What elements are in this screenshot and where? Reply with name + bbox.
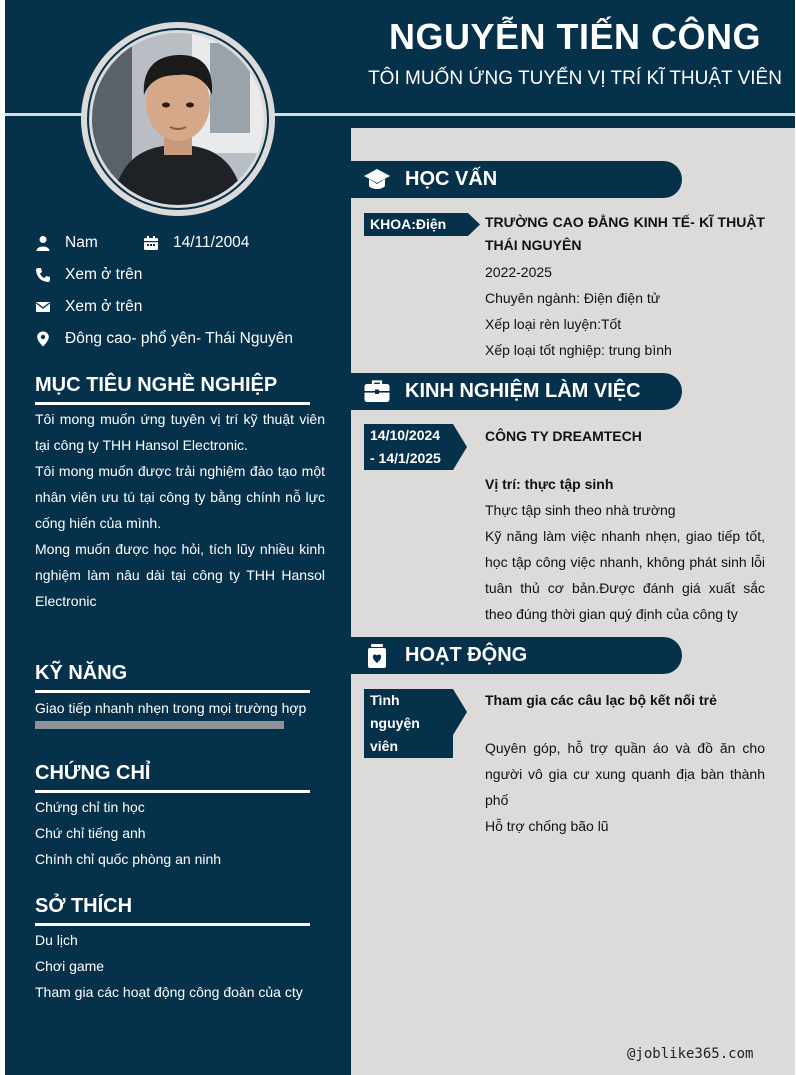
company-name: CÔNG TY DREAMTECH — [485, 428, 642, 444]
activities-tag-line: Tình nguyện — [370, 692, 420, 731]
tag-arrow — [453, 689, 467, 735]
avatar — [92, 33, 264, 205]
objective-line: Tôi mong muốn ứng tuyên vị trí kỹ thuật viên tại công ty THH Hansol Electronic. — [35, 411, 325, 453]
activity-heading: Tham gia các câu lạc bộ kết nối trẻ — [485, 692, 717, 708]
avatar-frame — [81, 22, 275, 216]
activity-desc: Hỗ trợ chống bão lũ — [485, 818, 609, 834]
certificates-list — [35, 794, 325, 872]
activities-details — [485, 687, 765, 839]
experience-header — [351, 373, 682, 410]
tag-arrow — [453, 424, 467, 470]
birthdate-value: 14/11/2004 — [173, 234, 250, 251]
education-title: HỌC VẤN — [405, 168, 498, 190]
gender-value: Nam — [65, 234, 98, 251]
skill-level-bar — [35, 721, 284, 729]
certificate-item: Chính chỉ quốc phòng an ninh — [35, 851, 222, 867]
phone-value: Xem ở trên — [65, 266, 143, 283]
email-row — [35, 298, 142, 316]
skills-divider — [35, 690, 310, 693]
hobby-item: Du lịch — [35, 932, 78, 948]
address-value: Đông cao- phổ yên- Thái Nguyên — [65, 330, 294, 347]
hobbies-divider — [35, 923, 310, 926]
education-tag-text: KHOA:Điện — [370, 216, 447, 232]
calendar-icon — [143, 235, 159, 251]
activity-desc: Quyên góp, hỗ trợ quần áo và đồ ăn cho người vô gia cư xung quanh địa bàn thành phố — [485, 740, 765, 808]
certificate-item: Chứ chỉ tiếng anh — [35, 825, 146, 841]
candidate-name: NGUYỄN TIẾN CÔNG — [388, 16, 762, 57]
address-row — [35, 330, 293, 348]
skills-title: KỸ NĂNG — [35, 662, 128, 684]
hobbies-title: SỞ THÍCH — [35, 895, 133, 917]
phone-row — [35, 266, 142, 284]
badge-heart-icon — [363, 643, 391, 669]
envelope-icon — [35, 299, 51, 315]
activities-tag — [364, 689, 453, 758]
education-major: Chuyên ngành: Điện điện tử — [485, 290, 661, 306]
left-column — [5, 128, 351, 1075]
briefcase-icon — [363, 379, 391, 405]
job-headline: TÔI MUỐN ỨNG TUYỂN VỊ TRÍ KĨ THUẬT VIÊN — [368, 68, 782, 89]
avatar-photo — [92, 33, 264, 205]
cv-page — [5, 0, 795, 1075]
skill-name: Giao tiếp nhanh nhẹn trong mọi trường hợp — [35, 700, 307, 716]
activities-header — [351, 637, 682, 674]
objective-line: Mong muốn được học hỏi, tích lũy nhiều kinh nghiệm làm nâu dài tại công ty THH Hansol Electronic — [35, 541, 325, 609]
experience-desc: Kỹ năng làm việc nhanh nhẹn, giao tiếp tốt, học tập công việc nhanh, không phát sinh lỗi tuân thủ cơ bản.Được đánh giá xuất sắc theo đúng thời gian quý định của công ty — [485, 528, 765, 622]
hobby-item: Chơi game — [35, 958, 105, 974]
hobby-item: Tham gia các hoạt động công đoàn của cty — [35, 984, 303, 1000]
education-details — [485, 211, 765, 363]
experience-title: KINH NGHIỆM LÀM VIỆC — [405, 380, 641, 402]
certificates-divider — [35, 790, 310, 793]
map-pin-icon — [35, 331, 51, 347]
gender-row — [35, 234, 98, 252]
certificates-title: CHỨNG CHỈ — [35, 762, 151, 784]
certificate-item: Chứng chỉ tin học — [35, 799, 145, 815]
position: Vị trí: thực tập sinh — [485, 476, 614, 492]
watermark: @joblike365.com — [627, 1046, 754, 1062]
experience-end: - 14/1/2025 — [370, 450, 441, 466]
activities-tag-line: viên — [370, 738, 399, 754]
objective-title: MỤC TIÊU NGHỀ NGHIỆP — [35, 374, 278, 396]
experience-details — [485, 423, 765, 627]
experience-desc: Thực tập sinh theo nhà trường — [485, 502, 676, 518]
experience-tag — [364, 424, 453, 470]
school-name: TRƯỜNG CAO ĐẲNG KINH TẾ- KĨ THUẬT THÁI NGUYÊN — [485, 214, 765, 253]
experience-start: 14/10/2024 — [370, 427, 441, 443]
education-period: 2022-2025 — [485, 264, 552, 280]
education-header — [351, 161, 682, 198]
objective-text — [35, 406, 325, 614]
email-value: Xem ở trên — [65, 298, 143, 315]
education-graduation: Xếp loại tốt nghiệp: trung bình — [485, 342, 672, 358]
birthdate-row — [143, 234, 249, 252]
activities-title: HOẠT ĐỘNG — [405, 644, 528, 666]
education-conduct: Xếp loại rèn luyện:Tốt — [485, 316, 622, 332]
graduation-cap-icon — [363, 167, 391, 193]
person-icon — [35, 235, 51, 251]
hobbies-list — [35, 927, 325, 1005]
tag-arrow — [468, 213, 480, 236]
education-tag — [364, 213, 468, 236]
phone-icon — [35, 267, 51, 283]
objective-line: Tôi mong muốn được trải nghiệm đào tạo một nhân viên ưu tú tại công ty bằng chính nỗ lực cống hiến của mình. — [35, 463, 325, 531]
objective-divider — [35, 402, 310, 405]
